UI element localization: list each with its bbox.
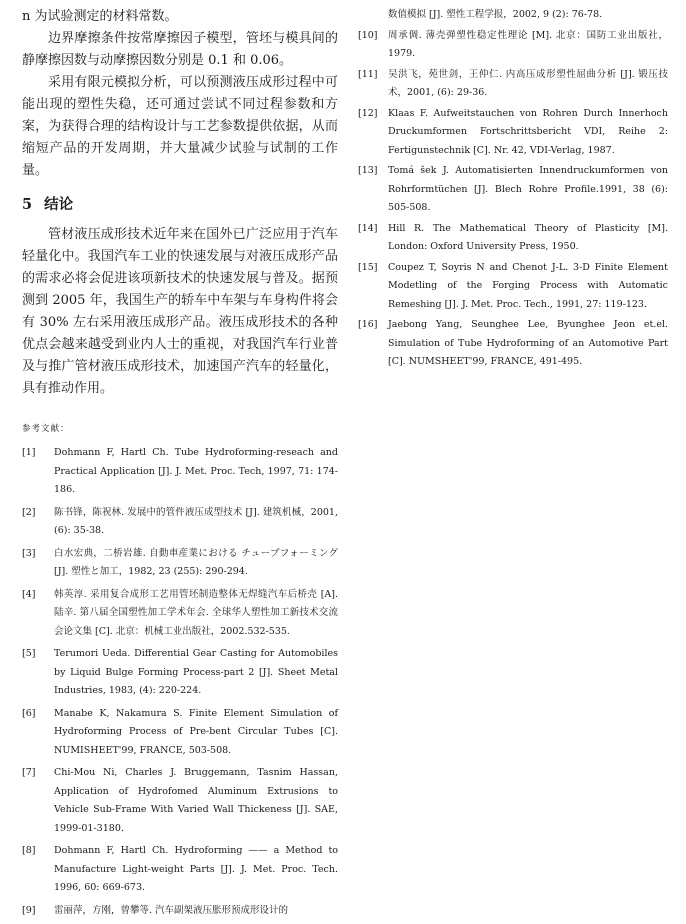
reference-item [22, 545, 338, 582]
reference-text: 吴洪飞，苑世剑，王仲仁. 内高压成形塑性屈曲分析 [J]. 锻压技术，2001, (6): 29-36. [388, 68, 668, 98]
reference-item [22, 586, 338, 642]
body-paragraph: 采用有限元模拟分析，可以预测液压成形过程中可能出现的塑性失稳，还可通过尝试不同过程参数和方案，为获得合理的结构设计与工艺参数提供依据，从而缩短产品的开发周期，并大量减少试验与试制的工作量。 [22, 75, 338, 178]
reference-item [22, 902, 338, 921]
reference-number: [13] [358, 165, 378, 176]
reference-number: [12] [358, 107, 378, 119]
reference-number: [3] [22, 547, 36, 559]
reference-number: [11] [358, 68, 378, 80]
reference-text: 周承倜. 薄壳弹塑性稳定性理论 [M]. 北京：国防工业出版社，1979. [388, 29, 668, 59]
reference-number: [16] [358, 319, 378, 330]
reference-text: Manabe K, Nakamura S. Finite Element Simulation of Hydroforming Process of Pre-bent Circular Tubes [C]. NUMISHEET'99, FRANCE, 503-508. [54, 707, 338, 756]
reference-item [358, 220, 668, 257]
reference-text: 白水宏典，二桥岩雄. 自動車産業における チューブフォーミング [J]. 塑性と加工，1982, 23 (255): 290-294. [54, 547, 338, 577]
right-column [358, 6, 668, 374]
reference-continuation: 数值模拟 [J]. 塑性工程学报，2002, 9 (2): 76-78. [388, 9, 603, 20]
reference-number: [7] [22, 767, 36, 778]
reference-item [22, 705, 338, 761]
reference-text: Chi-Mou Ni, Charles J. Bruggemann, Tasnim Hassan, Application of Hydrofomed Aluminum Extrusions to Vehicle Sub-Frame With Varied Wall Thickeness [J]. SAE, 1999-01-3180. [54, 767, 338, 834]
reference-item [22, 645, 338, 701]
reference-item [358, 316, 668, 372]
section-number: 5 [22, 196, 33, 213]
reference-text: 陈书锋，陈祝林. 发展中的管件液压成型技术 [J]. 建筑机械，2001, (6): 35-38. [54, 506, 338, 536]
reference-item [22, 504, 338, 541]
reference-number: [4] [22, 588, 36, 600]
reference-item [358, 105, 668, 161]
reference-item [358, 259, 668, 315]
left-column [22, 6, 338, 924]
reference-number: [6] [22, 707, 36, 719]
body-paragraph: 边界摩擦条件按常摩擦因子模型，管坯与模具间的静摩擦因数与动摩擦因数分别是 0.1 和 0.06。 [22, 31, 338, 68]
reference-item [358, 66, 668, 103]
reference-text: Dohmann F, Hartl Ch. Hydroforming —— a Method to Manufacture Light-weight Parts [J]. J. Met. Proc. Tech. 1996, 60: 669-673. [54, 845, 338, 893]
reference-text: Klaas F. Aufweitstauchen von Rohren Durch Innerhoch Druckumformen Fortschrittsbericht VDI, Reihe 2: Fertigunstechnik [C]. Nr. 42, VDI-Verlag, 1987. [388, 107, 668, 156]
reference-item [22, 842, 338, 898]
reference-number: [15] [358, 261, 378, 273]
reference-number: [9] [22, 904, 36, 916]
reference-text: 雷丽萍，方刚，曾攀等. 汽车副架液压胀形预成形设计的 [54, 904, 289, 916]
reference-text: Terumori Ueda. Differential Gear Casting for Automobiles by Liquid Bulge Forming Process-part 2 [J]. Sheet Metal Industries, 1983, (4): 220-224. [54, 648, 338, 696]
reference-number: [14] [358, 222, 378, 234]
reference-item [358, 162, 668, 218]
reference-text: Hill R. The Mathematical Theory of Plasticity [M]. London: Oxford University Press, 1950. [388, 222, 668, 252]
reference-text: Coupez T, Soyris N and Chenot J-L. 3-D Finite Element Modetling of the Forging Process with Automatic Remeshing [J]. J. Met. Proc. Tech., 1991, 27: 119-123. [388, 261, 668, 310]
section-title: 结论 [44, 196, 74, 213]
reference-text: Jaebong Yang, Seunghee Lee, Byunghee Jeon et.el. Simulation of Tube Hydroforming of an Automotive Part [C]. NUMSHEET'99, FRANCE, 491-495. [388, 319, 668, 367]
section-heading [22, 194, 338, 216]
reference-number: [8] [22, 845, 36, 856]
reference-text: Tomá šek J. Automatisierten Innendruckumformen von Rohrformtüchen [J]. Blech Rohre Profile.1991, 38 (6): 505-508. [388, 165, 668, 213]
reference-number: [2] [22, 506, 36, 518]
body-paragraph: n 为试验测定的材料常数。 [22, 9, 178, 24]
reference-text: Dohmann F, Hartl Ch. Tube Hydroforming-reseach and Practical Application [J]. J. Met. Proc. Tech, 1997, 71: 174-186. [54, 447, 338, 495]
reference-item [358, 27, 668, 64]
reference-number: [5] [22, 648, 36, 659]
reference-item [22, 444, 338, 500]
reference-number: [10] [358, 29, 378, 41]
conclusion-paragraph: 管材液压成形技术近年来在国外已广泛应用于汽车轻量化中。我国汽车工业的快速发展与对液压成形产品的需求必将会促进该项新技术的快速发展与普及。据预测到 2005 年，我国生产的轿车中车架与车身构件将会有 30% 左右采用液压成形产品。液压成形技术的各种优点会越来越受到业内人士的重视，对我国汽车行业普及与推广管材液压成形技术，加速国产汽车的轻量化，具有推动作用。 [22, 227, 338, 396]
reference-text: 韩英淳. 采用复合成形工艺用管坯制造整体无焊缝汽车后桥壳 [A]. 陆辛. 第八届全国塑性加工学术年会. 全球华人塑性加工新技术交流会论文集 [C]. 北京：机械工业出版社，2002.532-535. [54, 588, 338, 637]
reference-item [22, 764, 338, 838]
references-heading: 参考文献： [22, 424, 70, 434]
reference-number: [1] [22, 447, 36, 458]
